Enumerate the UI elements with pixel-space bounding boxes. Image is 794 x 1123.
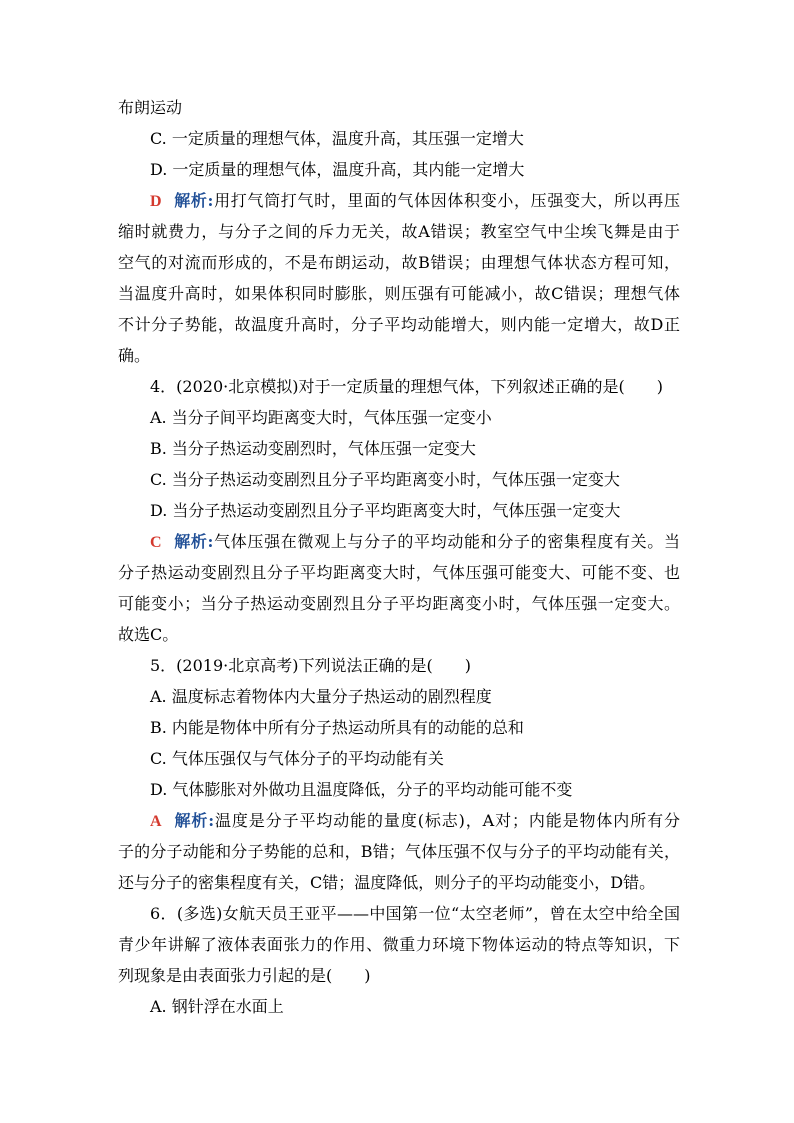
option-d: D. 当分子热运动变剧烈且分子平均距离变大时，气体压强一定变大 [150,501,621,520]
analysis-line: 当温度升高时，如果体积同时膨胀，则压强有可能减小，故C错误；理想气体 [118,284,680,303]
option-b: B. 内能是物体中所有分子热运动所具有的动能的总和 [150,718,524,737]
analysis-line: 缩时就费力，与分子之间的斥力无关，故A错误；教室空气中尘埃飞舞是由于 [118,222,680,241]
option-c: C. 当分子热运动变剧烈且分子平均距离变小时，气体压强一定变大 [150,470,620,489]
analysis-line: 还与分子的密集程度有关，C错；温度降低，则分子的平均动能变小，D错。 [118,873,656,892]
analysis-first-line [118,185,680,216]
analysis-line: 确。 [118,346,151,365]
option-d: D. 一定质量的理想气体，温度升高，其内能一定增大 [150,160,525,179]
analysis-text: 用打气筒打气时，里面的气体因体积变小，压强变大，所以再压 [213,191,680,210]
document-content [118,92,680,1022]
analysis-label: 解析: [173,811,215,830]
option-a: A. 当分子间平均距离变大时，气体压强一定变小 [150,408,492,427]
analysis-label: 解析: [173,532,214,551]
analysis-first-line [118,805,680,836]
option-d: D. 气体膨胀对外做功且温度降低，分子的平均动能可能不变 [150,780,573,799]
analysis-line: 子的分子动能和分子势能的总和，B错；气体压强不仅与分子的平均动能有关， [118,842,680,861]
analysis-line: 分子热运动变剧烈且分子平均距离变大时，气体压强可能变大、可能不变、也 [118,563,680,582]
analysis-first-line [118,526,680,557]
option-b: B. 当分子热运动变剧烈时，气体压强一定变大 [150,439,476,458]
analysis-text: 气体压强在微观上与分子的平均动能和分子的密集程度有关。当 [213,532,680,551]
answer-letter: D [150,193,162,210]
analysis-label: 解析: [173,191,214,210]
option-c: C. 气体压强仅与气体分子的平均动能有关 [150,749,444,768]
option-a: A. 钢针浮在水面上 [150,997,284,1016]
option-continuation: 布朗运动 [118,98,183,117]
question-stem: 5．(2019·北京高考)下列说法正确的是( ) [150,656,471,675]
analysis-line: 空气的对流而形成的，不是布朗运动，故B错误；由理想气体状态方程可知， [118,253,680,272]
analysis-line: 故选C。 [118,625,179,644]
question-stem: 6．(多选)女航天员王亚平——中国第一位“太空老师”，曾在太空中给全国 [150,904,680,923]
question-stem-line: 列现象是由表面张力引起的是( ) [118,966,371,985]
answer-letter: C [150,534,162,551]
question-stem-line: 青少年讲解了液体表面张力的作用、微重力环境下物体运动的特点等知识，下 [118,935,680,954]
answer-letter: A [150,813,162,830]
question-stem: 4．(2020·北京模拟)对于一定质量的理想气体，下列叙述正确的是( ) [150,377,663,396]
analysis-line: 不计分子势能，故温度升高时，分子平均动能增大，则内能一定增大，故D正 [118,315,680,334]
analysis-text: 温度是分子平均动能的量度(标志)，A对；内能是物体内所有分 [214,811,680,830]
option-c: C. 一定质量的理想气体，温度升高，其压强一定增大 [150,129,524,148]
analysis-line: 可能变小；当分子热运动变剧烈且分子平均距离变小时，气体压强一定变大。 [118,594,680,613]
option-a: A. 温度标志着物体内大量分子热运动的剧烈程度 [150,687,492,706]
